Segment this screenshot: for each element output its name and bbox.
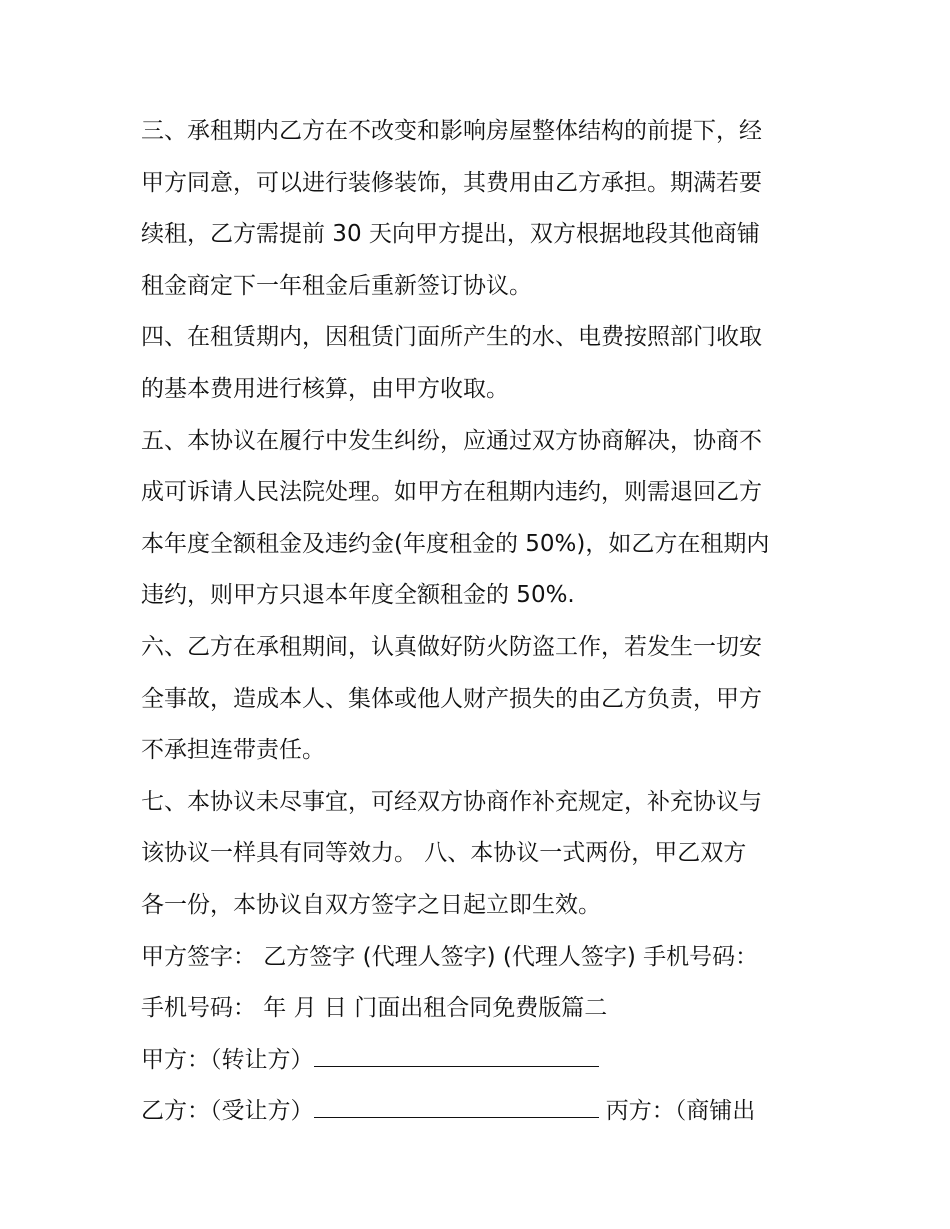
party-b-line <box>141 1086 821 1138</box>
text-line: 该协议一样具有同等效力。 八、本协议一式两份，甲乙双方 <box>141 840 747 867</box>
text-line: 四、在租赁期内，因租赁门面所产生的水、电费按照部门收取 <box>141 324 762 351</box>
phone-date-line: 手机号码： 年 月 日 门面出租合同免费版篇二 <box>141 995 608 1022</box>
party-b-blank <box>314 1094 599 1118</box>
text-line: 五、本协议在履行中发生纠纷，应通过双方协商解决，协商不 <box>141 427 762 454</box>
text-line: 六、乙方在承租期间，认真做好防火防盗工作，若发生一切安 <box>141 633 762 660</box>
party-a-line <box>141 1035 821 1087</box>
text-line: 三、承租期内乙方在不改变和影响房屋整体结构的前提下，经 <box>141 118 762 144</box>
text-line: 七、本协议未尽事宜，可经双方协商作补充规定，补充协议与 <box>141 788 762 815</box>
text-line: 续租，乙方需提前 30 天向甲方提出，双方根据地段其他商铺 <box>141 221 760 248</box>
party-a-label: 甲方：（转让方） <box>141 1046 314 1073</box>
text-line: 的基本费用进行核算，由甲方收取。 <box>141 375 509 402</box>
text-line: 各一份，本协议自双方签字之日起立即生效。 <box>141 891 601 918</box>
text-line: 成可诉请人民法院处理。如甲方在租期内违约，则需退回乙方 <box>141 479 762 506</box>
text-line: 全事故，造成本人、集体或他人财产损失的由乙方负责，甲方 <box>141 685 762 712</box>
text-line: 本年度全额租金及违约金(年度租金的 50%)，如乙方在租期内 <box>141 530 770 557</box>
text-line: 不承担连带责任。 <box>141 737 325 764</box>
text-line: 甲方同意，可以进行装修装饰，其费用由乙方承担。期满若要 <box>141 169 762 196</box>
text-line: 租金商定下一年租金后重新签订协议。 <box>141 272 532 299</box>
contract-body <box>141 106 821 1138</box>
text-line: 违约，则甲方只退本年度全额租金的 50%. <box>141 582 575 609</box>
party-a-blank <box>314 1043 599 1067</box>
signature-line: 甲方签字： 乙方签字 (代理人签字) (代理人签字) 手机号码： <box>141 943 759 970</box>
party-b-label: 乙方：（受让方） <box>141 1098 314 1125</box>
party-c-label: 丙方：（商铺出 <box>598 1098 756 1125</box>
